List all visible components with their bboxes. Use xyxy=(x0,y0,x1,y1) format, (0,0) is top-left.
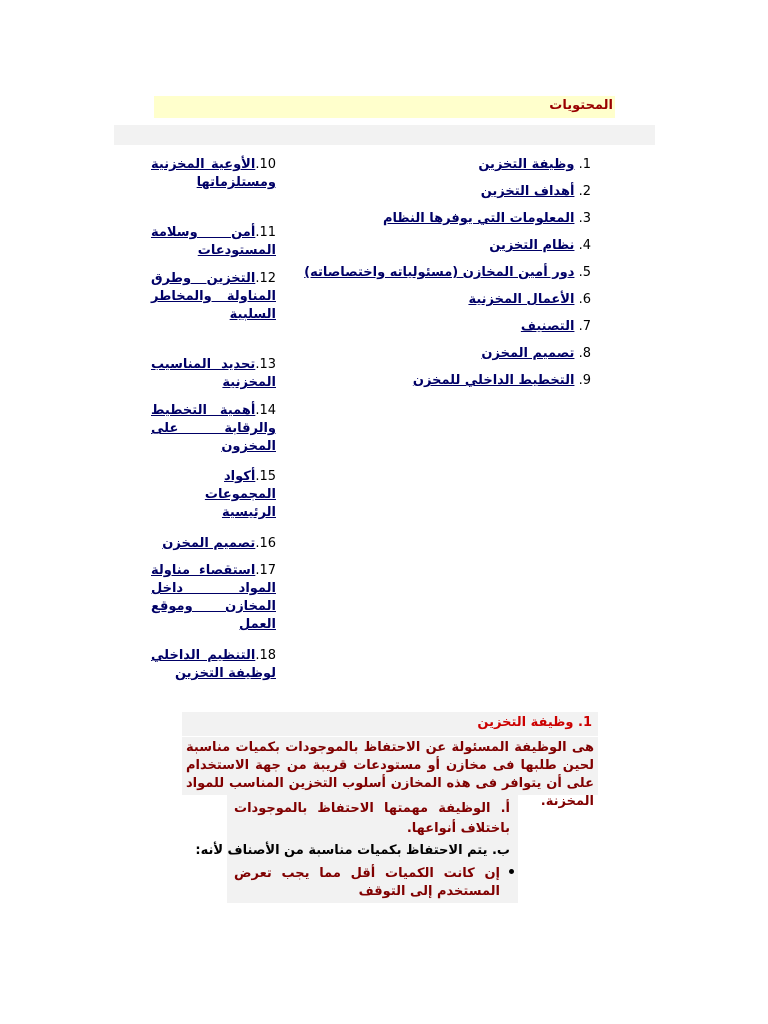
toc-link[interactable]: تحديد المناسيب المخزنية xyxy=(151,357,276,390)
contents-title: المحتويات xyxy=(549,98,613,113)
toc-link[interactable]: تصميم المخزن xyxy=(481,346,575,361)
toc-link[interactable]: المعلومات التي يوفرها النظام xyxy=(382,211,575,226)
toc-link[interactable]: الأوعية المخزنية ومستلزماتها xyxy=(151,157,276,190)
section-points xyxy=(195,795,518,903)
toc-link[interactable]: التخطيط الداخلي للمخزن xyxy=(412,373,575,388)
toc-link[interactable]: التخزين وطرق المناولة والمخاطر السلبية xyxy=(151,271,276,322)
toc-item-13[interactable]: 13.تحديد المناسيب المخزنية xyxy=(151,357,276,390)
toc-item-8[interactable]: 8. تصميم المخزن xyxy=(481,346,591,361)
section-header xyxy=(182,712,598,736)
toc-item-1[interactable]: 1. وظيفة التخزين xyxy=(478,157,591,172)
toc-link[interactable]: أهمية التخطيط والرقابة على المخزون xyxy=(151,403,276,454)
toc-link[interactable]: استقصاء مناولة المواد داخل المخازن وموقع العمل xyxy=(151,563,276,632)
section-body xyxy=(182,737,598,809)
toc-link[interactable]: تصميم المخزن xyxy=(162,536,256,551)
section-paragraph: هى الوظيفة المسئولة عن الاحتفاظ بالموجودات بكميات مناسبة لحين طلبها فى مخازن أو مستودعات قريبة من جهة الاستخدام على أن يتوافر فى هذه المخازن أسلوب التخزين المناسب للمواد المخزنة. xyxy=(186,740,594,809)
bullet-text: إن كانت الكميات أقل مما يجب تعرض المستخدم إلى التوقف xyxy=(234,866,500,899)
section-heading: 1. وظيفة التخزين xyxy=(477,715,592,730)
bullet-icon xyxy=(509,869,514,874)
toc-link[interactable]: التصنيف xyxy=(520,319,575,334)
toc-item-7[interactable]: 7. التصنيف xyxy=(520,319,591,334)
toc-item-6[interactable]: 6. الأعمال المخزنية xyxy=(468,292,591,307)
toc-link[interactable]: وظيفة التخزين xyxy=(478,157,575,172)
point-a: أ. الوظيفة مهمتها الاحتفاظ بالموجودات باختلاف أنواعها. xyxy=(234,801,510,836)
toc-item-5[interactable]: 5. دور أمين المخازن (مسئولياته واختصاصاته) xyxy=(304,265,591,280)
toc-item-3[interactable]: 3. المعلومات التي يوفرها النظام xyxy=(382,211,591,226)
toc-item-15[interactable]: 15.أكواد المجموعات الرئيسية xyxy=(204,469,276,520)
point-b: ب. يتم الاحتفاظ بكميات مناسبة من الأصناف لأنه: xyxy=(195,843,510,858)
bullet-item xyxy=(234,865,514,901)
toc-item-2[interactable]: 2. أهداف التخزين xyxy=(480,184,591,199)
toc-item-18[interactable]: 18.التنظيم الداخلي لوظيفة التخزين xyxy=(151,648,276,681)
toc-link[interactable]: نظام التخزين xyxy=(489,238,575,253)
toc-link[interactable]: أكواد المجموعات الرئيسية xyxy=(204,469,276,520)
toc-link[interactable]: التنظيم الداخلي لوظيفة التخزين xyxy=(151,648,276,681)
toc-item-17[interactable]: 17.استقصاء مناولة المواد داخل المخازن وموقع العمل xyxy=(151,563,276,632)
toc-link[interactable]: دور أمين المخازن (مسئولياته واختصاصاته) xyxy=(304,265,575,280)
contents-title-bar xyxy=(154,96,615,118)
toc-item-10[interactable]: 10.الأوعية المخزنية ومستلزماتها xyxy=(151,157,276,190)
toc-link[interactable]: أمن وسلامة المستودعات xyxy=(151,225,276,258)
toc-item-12[interactable]: 12.التخزين وطرق المناولة والمخاطر السلبية xyxy=(151,271,276,322)
toc-item-4[interactable]: 4. نظام التخزين xyxy=(489,238,591,253)
toc-item-11[interactable]: 11.أمن وسلامة المستودعات xyxy=(151,225,276,258)
toc-link[interactable]: الأعمال المخزنية xyxy=(468,292,575,307)
divider-bar xyxy=(114,125,655,145)
toc-item-16[interactable]: 16.تصميم المخزن xyxy=(162,536,276,551)
toc-link[interactable]: أهداف التخزين xyxy=(480,184,575,199)
toc-item-14[interactable]: 14.أهمية التخطيط والرقابة على المخزون xyxy=(151,403,276,454)
toc-item-9[interactable]: 9. التخطيط الداخلي للمخزن xyxy=(412,373,591,388)
